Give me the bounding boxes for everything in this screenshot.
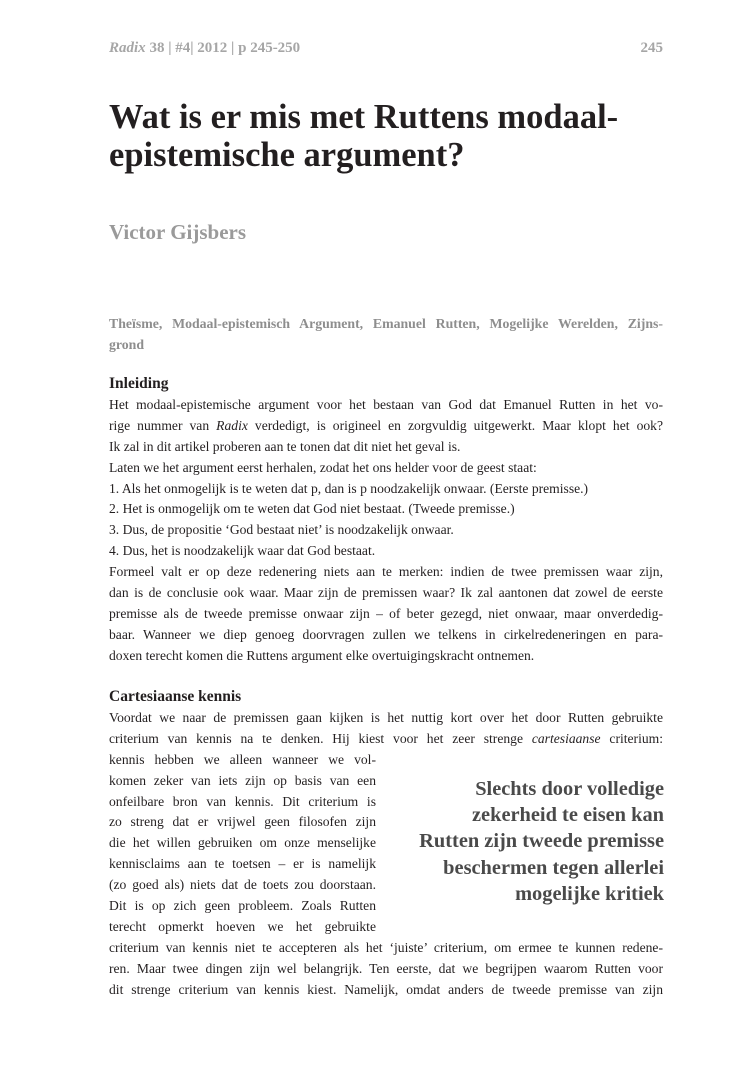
body-line: komen zeker van iets zijn op basis van een — [109, 772, 376, 788]
body-line: doxen terecht komen die Ruttens argument elke overtuigingskracht ontnemen. — [109, 647, 535, 663]
keywords — [109, 313, 663, 355]
body-line: criterium van kennis na te denken. Hij kiest voor het zeer strenge cartesiaanse criterium: — [109, 730, 664, 746]
body-line: premisse als de tweede premisse onwaar zijn – of beter gezegd, niet onwaar, maar onverdedig- — [109, 605, 663, 621]
section-heading: Cartesiaanse kennis — [109, 688, 242, 705]
body-line: ren. Maar twee dingen zijn wel belangrijk. Ten eerste, dat we begrijpen waarom Rutten voor — [109, 960, 663, 976]
page-number: 245 — [640, 40, 663, 56]
premise-2: 2. Het is onmogelijk om te weten dat God niet bestaat. (Tweede premisse.) — [109, 501, 515, 517]
conclusion-3: 3. Dus, de propositie ‘God bestaat niet’ is noodzakelijk onwaar. — [109, 522, 454, 538]
body-line: die het willen gebruiken om onze menselijke — [109, 835, 376, 851]
journal-citation — [109, 40, 300, 57]
journal-name: Radix — [109, 40, 146, 56]
body-line: zo streng dat er vrijwel geen filosofen zijn — [109, 814, 376, 830]
pull-quote-line: beschermen tegen allerlei — [443, 856, 664, 879]
pull-quote-line: Rutten zijn tweede premisse — [419, 830, 664, 853]
body-line: dit strenge criterium van kennis kiest. Namelijk, omdat anders de tweede premisse van zijn — [109, 981, 663, 997]
body-line: criterium van kennis niet te accepteren als het ‘juiste’ criterium, om ermee te kunnen redene- — [109, 939, 663, 955]
body-line: kennisclaims aan te toetsen – er is namelijk — [109, 856, 376, 872]
keywords-line: Theïsme, Modaal-epistemisch Argument, Emanuel Rutten, Mogelijke Werelden, Zijns- — [109, 316, 663, 331]
pull-quote-line: Slechts door volledige — [475, 778, 664, 800]
pull-quote-line: zekerheid te eisen kan — [472, 804, 664, 827]
article-title — [109, 98, 669, 174]
issue-pages: 38 | #4| 2012 | p 245-250 — [145, 40, 301, 56]
body-line: rige nummer van Radix verdedigt, is origineel en zorgvuldig uitgewerkt. Maar klopt het ook? — [109, 417, 663, 433]
conclusion-4: 4. Dus, het is noodzakelijk waar dat God bestaat. — [109, 543, 376, 559]
section-heading: Inleiding — [109, 375, 169, 392]
section-inleiding — [109, 373, 663, 667]
premise-1: 1. Als het onmogelijk is te weten dat p, dan is p noodzakelijk onwaar. (Eerste premisse.) — [109, 480, 589, 496]
body-line: Formeel valt er op deze redenering niets aan te merken: indien de twee premissen waar zijn, — [109, 564, 663, 580]
body-line: dan is de conclusie ook waar. Maar zijn de premissen waar? Ik zal aantonen dat zowel de eerste — [109, 585, 663, 601]
body-line: Voordat we naar de premissen gaan kijken is het nuttig kort over het door Rutten gebruikte — [109, 710, 663, 725]
pull-quote-line: mogelijke kritiek — [515, 882, 664, 905]
body-line: kennis hebben we alleen wanneer we vol- — [109, 751, 376, 767]
author-name: Victor Gijsbers — [109, 220, 247, 244]
pull-quote — [384, 776, 664, 907]
title-line: Wat is er mis met Ruttens modaal- — [109, 98, 619, 136]
body-line: Het modaal-epistemische argument voor het bestaan van God dat Emanuel Rutten in het vo- — [109, 397, 663, 412]
journal-name-inline: Radix — [216, 417, 248, 433]
body-line: Ik zal in dit artikel proberen aan te tonen dat dit niet het geval is. — [109, 438, 461, 454]
body-line: (zo goed als) niets dat de toets zou doorstaan. — [109, 877, 376, 893]
running-header — [109, 40, 663, 57]
body-line: terecht opmerkt hoeven we het gebruikte — [109, 918, 376, 934]
body-line: onfeilbare bron van kennis. Dit criterium is — [109, 793, 376, 809]
emphasis-term: cartesiaanse — [531, 730, 601, 746]
body-line: Dit is op zich geen probleem. Zoals Rutten — [109, 898, 376, 914]
title-line: epistemische argument? — [109, 136, 465, 174]
keywords-line: grond — [109, 337, 145, 352]
body-line: Laten we het argument eerst herhalen, zodat het ons helder voor de geest staat: — [109, 459, 537, 475]
body-line: baar. Wanneer we diep genoeg doorvragen zullen we telkens in cirkelredeneringen en para- — [109, 626, 663, 642]
